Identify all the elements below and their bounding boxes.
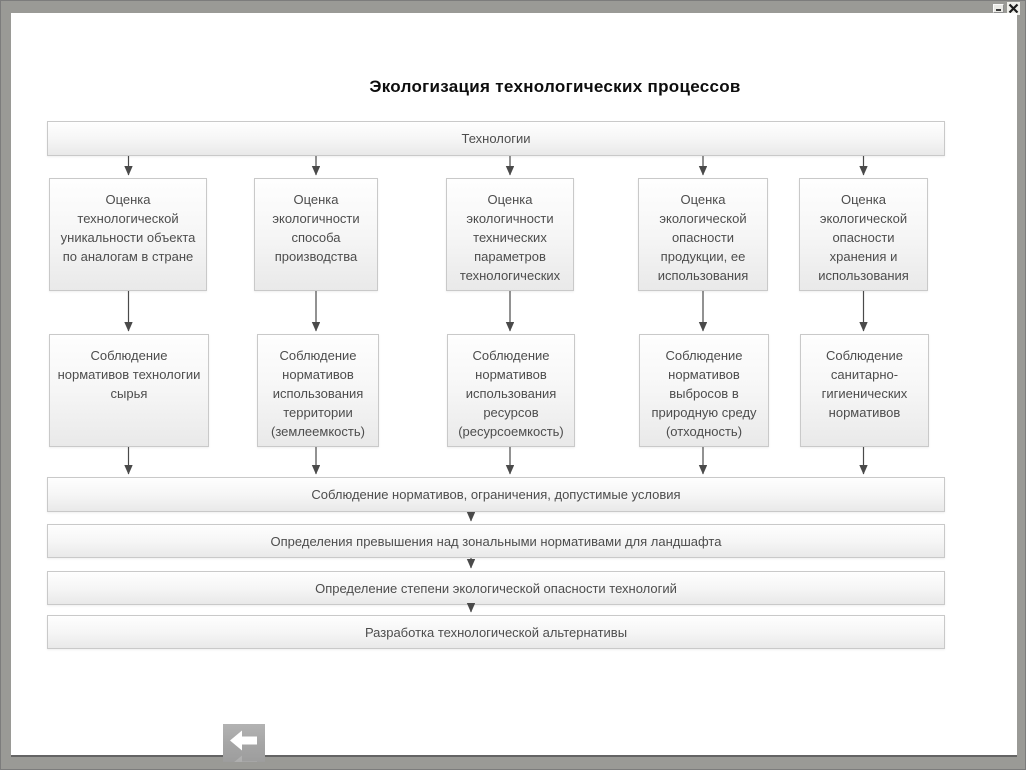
back-arrow-icon: [223, 724, 265, 762]
page-title: Экологизация технологических процессов: [369, 77, 741, 96]
flow-box-compliance-2: Соблюдение нормативов использования территории (землеемкость): [257, 334, 379, 447]
flow-box-compliance-1: Соблюдение нормативов технологии сырья: [49, 334, 209, 447]
flow-box-compliance-4: Соблюдение нормативов выбросов в природную среду (отходность): [639, 334, 769, 447]
flow-box-technologies: Технологии: [47, 121, 945, 156]
slide-canvas: [11, 13, 1017, 757]
flow-box-assessment-3: Оценка экологичности технических параметров технологических: [446, 178, 574, 291]
minimize-icon: [996, 9, 1001, 11]
flow-box-limits: Соблюдение нормативов, ограничения, допустимые условия: [47, 477, 945, 512]
flow-box-compliance-5: Соблюдение санитарно-гигиенических нормативов: [800, 334, 929, 447]
flow-box-assessment-2: Оценка экологичности способа производства: [254, 178, 378, 291]
flow-box-compliance-3: Соблюдение нормативов использования ресурсов (ресурсоемкость): [447, 334, 575, 447]
minimize-button[interactable]: [993, 4, 1004, 13]
flow-box-alternative: Разработка технологической альтернативы: [47, 615, 945, 649]
flow-box-exceedance: Определения превышения над зональными нормативами для ландшафта: [47, 524, 945, 558]
flow-box-assessment-4: Оценка экологической опасности продукции, ее использования: [638, 178, 768, 291]
back-button[interactable]: [223, 724, 265, 762]
flow-box-assessment-5: Оценка экологической опасности хранения и использования: [799, 178, 928, 291]
flow-box-assessment-1: Оценка технологической уникальности объекта по аналогам в стране: [49, 178, 207, 291]
flow-box-danger-level: Определение степени экологической опасности технологий: [47, 571, 945, 605]
